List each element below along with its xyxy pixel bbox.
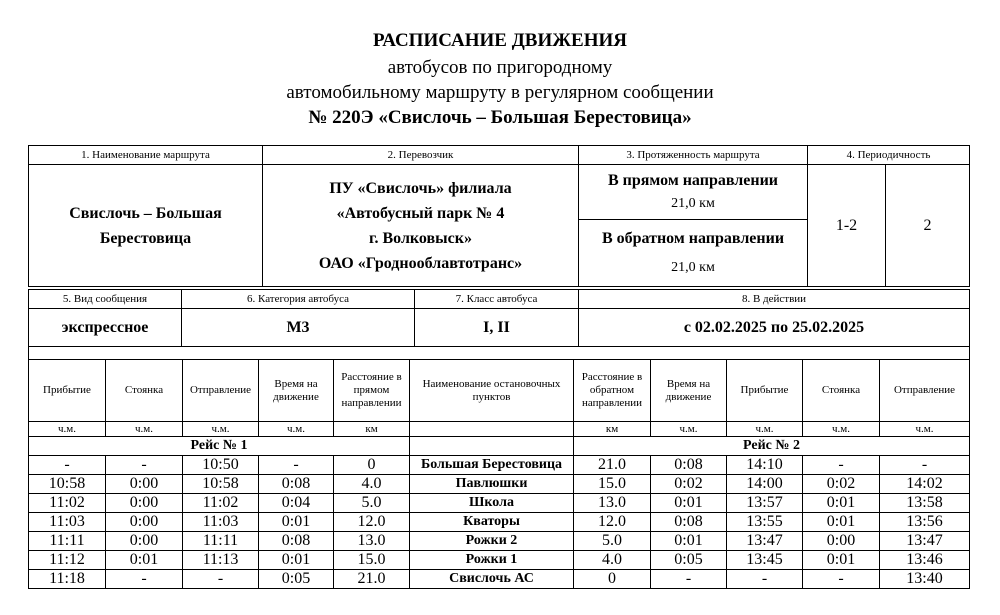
cell-arrival-2: 14:10 <box>727 456 803 475</box>
col-departure-2: Отправление <box>880 360 970 422</box>
cell-travel-time-2: 0:02 <box>651 475 727 494</box>
cell-stop-1: 0:00 <box>106 532 183 551</box>
col-back-distance-line-2: обратном <box>589 384 635 396</box>
forward-length-cell <box>579 165 808 220</box>
cell-arrival-2: 13:55 <box>727 513 803 532</box>
unit-cell: ч.м. <box>727 422 803 437</box>
cell-back-distance: 0 <box>574 570 651 589</box>
header-bus-category: 6. Категория автобуса <box>182 290 415 309</box>
unit-cell: ч.м. <box>29 422 106 437</box>
cell-arrival-1: 11:18 <box>29 570 106 589</box>
schedule-row <box>29 494 970 513</box>
cell-travel-time-2: 0:08 <box>651 513 727 532</box>
schedule-table <box>28 359 970 589</box>
bus-category-value: М3 <box>182 309 415 347</box>
col-stop-name-line-1: Наименование остановочных <box>422 377 561 390</box>
header-route-length: 3. Протяженность маршрута <box>579 146 808 165</box>
col-forward-distance-line-1: Расстояние в <box>341 371 402 383</box>
unit-cell: ч.м. <box>651 422 727 437</box>
trip-label-empty <box>410 437 574 456</box>
forward-km: 21,0 км <box>671 196 715 211</box>
trip-1-label: Рейс № 1 <box>29 437 410 456</box>
route-name-line-2: Берестовица <box>99 229 192 247</box>
cell-forward-distance: 15.0 <box>334 551 410 570</box>
cell-travel-time-2: - <box>651 570 727 589</box>
cell-arrival-1: 11:12 <box>29 551 106 570</box>
cell-stop-1: 0:00 <box>106 475 183 494</box>
col-stop-1: Стоянка <box>106 360 183 422</box>
col-stop-name <box>410 360 574 422</box>
col-back-distance <box>574 360 651 422</box>
back-km: 21,0 км <box>671 260 715 275</box>
header-valid-period: 8. В действии <box>579 290 970 309</box>
cell-stop-2: - <box>803 570 880 589</box>
cell-arrival-1: 11:03 <box>29 513 106 532</box>
cell-departure-1: - <box>183 570 259 589</box>
cell-stop-1: - <box>106 456 183 475</box>
cell-stop-1: 0:00 <box>106 513 183 532</box>
cell-stop-name: Павлюшки <box>410 475 574 494</box>
unit-cell-empty <box>410 422 574 437</box>
cell-travel-time-2: 0:05 <box>651 551 727 570</box>
cell-stop-name: Рожки 1 <box>410 551 574 570</box>
cell-stop-2: 0:01 <box>803 551 880 570</box>
col-travel-time-1-line-2: движение <box>273 390 319 403</box>
unit-cell: ч.м. <box>106 422 183 437</box>
cell-travel-time-2: 0:08 <box>651 456 727 475</box>
col-forward-distance-line-2: прямом <box>353 384 390 396</box>
cell-travel-time-1: 0:01 <box>259 551 334 570</box>
cell-back-distance: 5.0 <box>574 532 651 551</box>
cell-forward-distance: 4.0 <box>334 475 410 494</box>
cell-arrival-2: 13:45 <box>727 551 803 570</box>
schedule-row <box>29 475 970 494</box>
cell-back-distance: 15.0 <box>574 475 651 494</box>
cell-back-distance: 21.0 <box>574 456 651 475</box>
schedule-row <box>29 513 970 532</box>
col-back-distance-line-3: направлении <box>582 397 642 409</box>
col-travel-time-1 <box>259 360 334 422</box>
cell-departure-2: 13:56 <box>880 513 970 532</box>
cell-arrival-2: 13:47 <box>727 532 803 551</box>
carrier-cell <box>263 165 579 287</box>
carrier-line-4: ОАО «Гроднооблавтотранс» <box>318 254 523 272</box>
col-back-distance-line-1: Расстояние в <box>581 371 643 383</box>
unit-cell: км <box>574 422 651 437</box>
col-arrival-2: Прибытие <box>727 360 803 422</box>
service-type-value: экспрессное <box>29 309 182 347</box>
header-bus-class: 7. Класс автобуса <box>415 290 579 309</box>
col-travel-time-1-line-1: Время на <box>274 377 318 390</box>
cell-travel-time-1: 0:08 <box>259 532 334 551</box>
cell-forward-distance: 5.0 <box>334 494 410 513</box>
route-name-line-1: Свислочь – Большая <box>69 204 222 222</box>
trip-2-label: Рейс № 2 <box>574 437 970 456</box>
cell-travel-time-1: - <box>259 456 334 475</box>
cell-back-distance: 13.0 <box>574 494 651 513</box>
cell-forward-distance: 13.0 <box>334 532 410 551</box>
cell-back-distance: 4.0 <box>574 551 651 570</box>
cell-arrival-1: 11:11 <box>29 532 106 551</box>
carrier-line-3: г. Волковыск» <box>369 229 472 247</box>
subtitle-line-1: автобусов по пригородному <box>387 57 613 78</box>
cell-departure-1: 11:11 <box>183 532 259 551</box>
cell-departure-2: 13:47 <box>880 532 970 551</box>
header-periodicity: 4. Периодичность <box>808 146 970 165</box>
unit-cell: ч.м. <box>803 422 880 437</box>
cell-departure-2: - <box>880 456 970 475</box>
cell-stop-name: Большая Берестовица <box>410 456 574 475</box>
cell-stop-1: 0:01 <box>106 551 183 570</box>
subtitle-line-2: автомобильному маршруту в регулярном сообщении <box>286 82 714 103</box>
forward-label: В прямом направлении <box>607 172 778 189</box>
schedule-row <box>29 570 970 589</box>
cell-forward-distance: 0 <box>334 456 410 475</box>
spacer-row <box>29 347 970 360</box>
unit-cell: ч.м. <box>880 422 970 437</box>
cell-travel-time-2: 0:01 <box>651 494 727 513</box>
service-info-table <box>28 289 970 360</box>
bus-class-value: I, II <box>415 309 579 347</box>
cell-departure-2: 13:58 <box>880 494 970 513</box>
route-number-title: № 220Э «Свислочь – Большая Берестовица» <box>308 107 692 128</box>
cell-departure-1: 11:13 <box>183 551 259 570</box>
cell-stop-2: 0:01 <box>803 494 880 513</box>
unit-cell: ч.м. <box>183 422 259 437</box>
cell-stop-2: 0:02 <box>803 475 880 494</box>
col-travel-time-2 <box>651 360 727 422</box>
header-service-type: 5. Вид сообщения <box>29 290 182 309</box>
col-travel-time-2-line-1: Время на <box>666 377 711 390</box>
cell-stop-2: 0:01 <box>803 513 880 532</box>
cell-stop-1: 0:00 <box>106 494 183 513</box>
schedule-rows <box>29 456 970 589</box>
carrier-line-2: «Автобусный парк № 4 <box>336 204 505 222</box>
cell-arrival-1: 11:02 <box>29 494 106 513</box>
cell-departure-1: 11:03 <box>183 513 259 532</box>
route-name-cell <box>29 165 263 287</box>
unit-cell: км <box>334 422 410 437</box>
cell-departure-1: 11:02 <box>183 494 259 513</box>
cell-stop-1: - <box>106 570 183 589</box>
back-length-cell <box>579 220 808 287</box>
col-arrival-1: Прибытие <box>29 360 106 422</box>
cell-arrival-2: 14:00 <box>727 475 803 494</box>
cell-departure-2: 13:40 <box>880 570 970 589</box>
back-label: В обратном направлении <box>601 230 785 247</box>
cell-travel-time-1: 0:08 <box>259 475 334 494</box>
cell-forward-distance: 21.0 <box>334 570 410 589</box>
cell-arrival-2: - <box>727 570 803 589</box>
carrier-line-1: ПУ «Свислочь» филиала <box>329 179 512 197</box>
col-stop-2: Стоянка <box>803 360 880 422</box>
schedule-row <box>29 551 970 570</box>
col-forward-distance-line-3: направлении <box>341 397 402 409</box>
cell-back-distance: 12.0 <box>574 513 651 532</box>
header-route-name: 1. Наименование маршрута <box>29 146 263 165</box>
cell-departure-1: 10:50 <box>183 456 259 475</box>
col-forward-distance <box>334 360 410 422</box>
cell-travel-time-2: 0:01 <box>651 532 727 551</box>
schedule-row <box>29 456 970 475</box>
cell-arrival-1: - <box>29 456 106 475</box>
cell-forward-distance: 12.0 <box>334 513 410 532</box>
cell-stop-2: - <box>803 456 880 475</box>
header-carrier: 2. Перевозчик <box>263 146 579 165</box>
cell-arrival-1: 10:58 <box>29 475 106 494</box>
title: РАСПИСАНИЕ ДВИЖЕНИЯ <box>373 30 627 51</box>
route-info-table <box>28 145 970 287</box>
period-2: 2 <box>886 165 970 287</box>
schedule-row <box>29 532 970 551</box>
period-1: 1-2 <box>808 165 886 287</box>
cell-stop-name: Кваторы <box>410 513 574 532</box>
cell-travel-time-1: 0:04 <box>259 494 334 513</box>
cell-stop-name: Школа <box>410 494 574 513</box>
col-stop-name-line-2: пунктов <box>472 390 511 403</box>
cell-travel-time-1: 0:05 <box>259 570 334 589</box>
valid-period-value: с 02.02.2025 по 25.02.2025 <box>579 309 970 347</box>
cell-stop-name: Рожки 2 <box>410 532 574 551</box>
col-departure-1: Отправление <box>183 360 259 422</box>
cell-stop-name: Свислочь АС <box>410 570 574 589</box>
cell-departure-1: 10:58 <box>183 475 259 494</box>
unit-cell: ч.м. <box>259 422 334 437</box>
cell-travel-time-1: 0:01 <box>259 513 334 532</box>
cell-departure-2: 13:46 <box>880 551 970 570</box>
cell-stop-2: 0:00 <box>803 532 880 551</box>
cell-departure-2: 14:02 <box>880 475 970 494</box>
cell-arrival-2: 13:57 <box>727 494 803 513</box>
col-travel-time-2-line-2: движение <box>665 390 712 403</box>
